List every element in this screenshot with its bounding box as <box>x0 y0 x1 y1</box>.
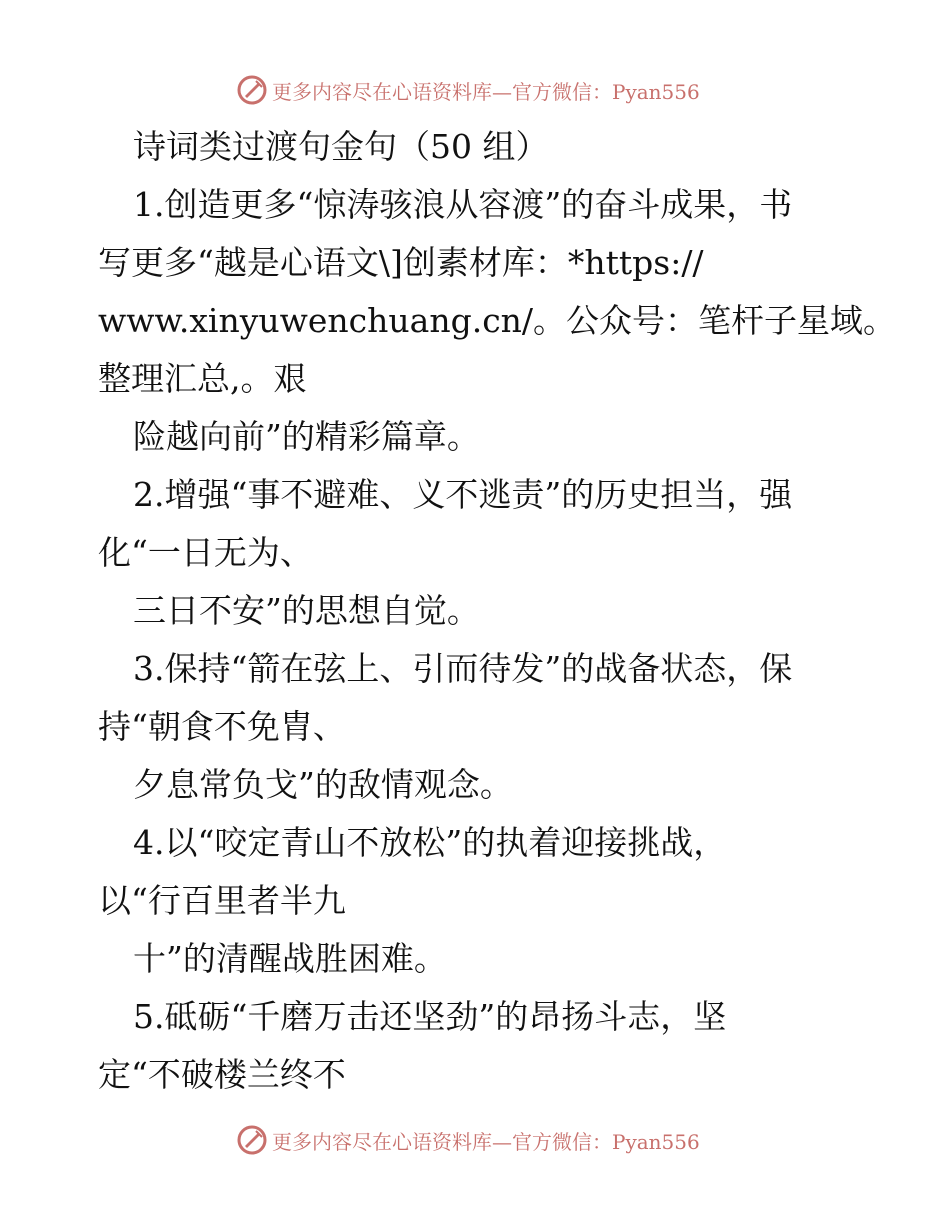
document-title: 诗词类过渡句金句（50 组） <box>133 127 549 166</box>
text-line: 2.增强“事不避难、义不逃责”的历史担当，强 <box>133 475 793 514</box>
watermark-text: 更多内容尽在心语资料库—官方微信：Pyan556 <box>272 1129 700 1154</box>
text-line: www.xinyuwenchuang.cn/。公众号：笔杆子星域。 <box>98 301 897 340</box>
text-line: 以“行百里者半九 <box>98 881 346 920</box>
text-line: 5.砥砺“千磨万击还坚劲”的昂扬斗志，坚 <box>133 997 727 1036</box>
text-line: 化“一日无为、 <box>98 533 313 572</box>
text-line: 持“朝食不免胄、 <box>98 707 346 746</box>
text-line: 3.保持“箭在弦上、引而待发”的战备状态，保 <box>133 649 793 688</box>
text-line: 夕息常负戈”的敌情观念。 <box>133 765 513 804</box>
text-line: 定“不破楼兰终不 <box>98 1055 346 1094</box>
footer-watermark <box>236 1123 700 1157</box>
quill-logo-icon <box>236 1124 268 1156</box>
text-line: 险越向前”的精彩篇章。 <box>133 417 480 456</box>
text-line: 4.以“咬定青山不放松”的执着迎接挑战， <box>133 823 727 862</box>
text-line: 整理汇总,。艰 <box>98 359 307 398</box>
text-line: 1.创造更多“惊涛骇浪从容渡”的奋斗成果，书 <box>133 185 793 224</box>
watermark-text: 更多内容尽在心语资料库—官方微信：Pyan556 <box>272 79 700 104</box>
text-line: 三日不安”的思想自觉。 <box>133 591 480 630</box>
text-line: 十”的清醒战胜困难。 <box>133 939 447 978</box>
text-line: 写更多“越是心语文\]创素材库：*https:// <box>98 243 704 282</box>
